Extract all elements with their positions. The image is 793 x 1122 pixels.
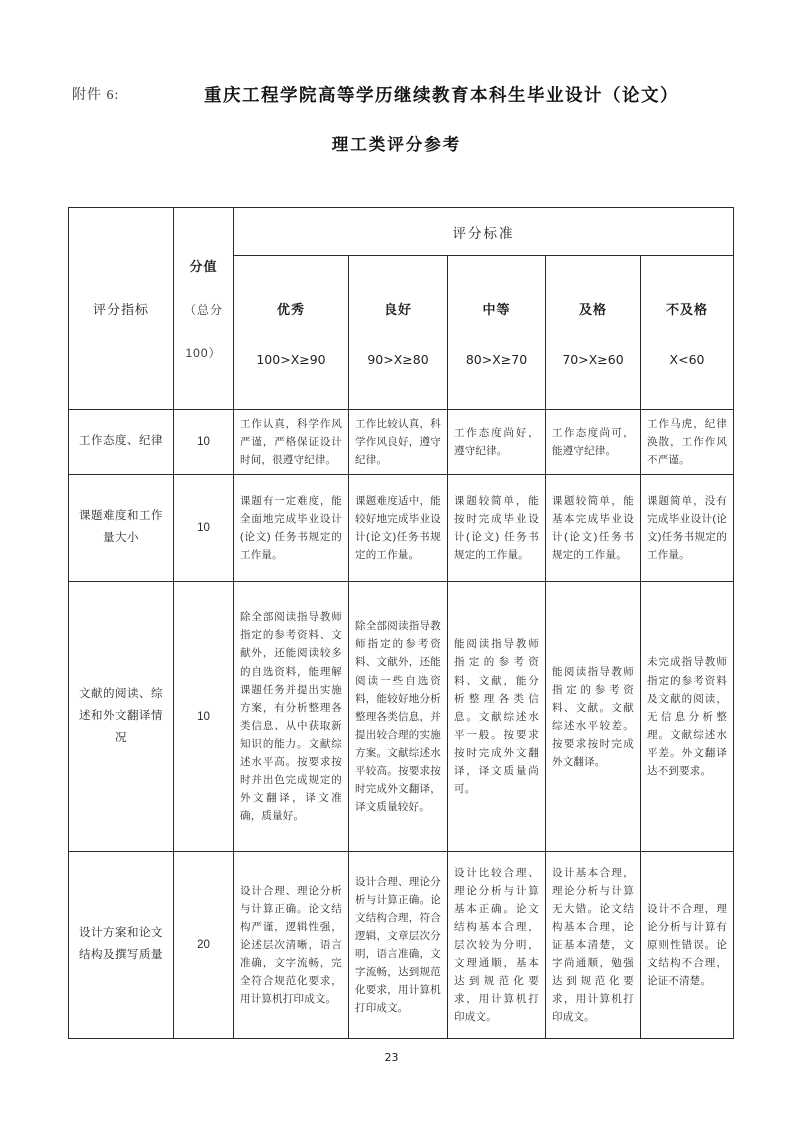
page-number: 23: [384, 1051, 399, 1065]
cell-fail: 设计不合理，理论分析与计算有原则性错误。论文结构不合理，论证不清楚。: [641, 852, 734, 1039]
cell-pass: 工作态度尚可，能遵守纪律。: [546, 410, 641, 475]
grade-range-fail: X<60: [669, 351, 705, 367]
indicator-cell: 设计方案和论文结构及撰写质量: [69, 852, 174, 1039]
header-cell-grade-good: [349, 256, 448, 410]
cell-pass: 课题较简单，能基本完成毕业设计(论文)任务书规定的工作量。: [546, 475, 641, 582]
indicator-cell: 课题难度和工作量大小: [69, 475, 174, 582]
table-row-design-writing: [69, 852, 734, 1039]
cell-fail: 未完成指导教师指定的参考资料及文献的阅读，无信息分析整理。文献综述水平差。外文翻译达不到要求。: [641, 582, 734, 852]
grade-label-medium: 中等: [482, 301, 511, 317]
cell-medium: 工作态度尚好，遵守纪律。: [448, 410, 546, 475]
grade-stack-excellent: [234, 299, 348, 367]
cell-good: 除全部阅读指导教师指定的参考资料、文献外，还能阅读一些自选资料，能较好地分析整理各类信息，并提出较合理的实施方案。文献综述水平较高。按要求按时完成外文翻译，译文质量较好。: [349, 582, 448, 852]
grade-range-good: 90>X≥80: [367, 351, 429, 367]
cell-good: 设计合理、理论分析与计算正确。论文结构合理，符合逻辑，文章层次分明，语言准确，文字流畅，达到规范化要求，用计算机打印成文。: [349, 852, 448, 1039]
cell-good: 课题难度适中，能较好地完成毕业设计(论文)任务书规定的工作量。: [349, 475, 448, 582]
grade-label-fail: 不及格: [666, 301, 709, 317]
score-cell: 20: [174, 852, 234, 1039]
indicator-cell: 工作态度、纪律: [69, 410, 174, 475]
score-cell: 10: [174, 582, 234, 852]
table-row-topic-difficulty: [69, 475, 734, 582]
grade-label-pass: 及格: [578, 301, 607, 317]
score-cell: 10: [174, 410, 234, 475]
grade-stack-pass: [546, 299, 640, 367]
grade-stack-fail: [641, 299, 733, 367]
cell-medium: 课题较简单，能按时完成毕业设计(论文) 任务书规定的工作量。: [448, 475, 546, 582]
grade-stack-good: [349, 299, 447, 367]
cell-medium: 设计比较合理、理论分析与计算基本正确。论文结构基本合理，层次较为分明，文理通顺，基本达到规范化要求，用计算机打印成文。: [448, 852, 546, 1039]
cell-good: 工作比较认真，科学作风良好，遵守纪律。: [349, 410, 448, 475]
cell-fail: 工作马虎，纪律涣散，工作作风不严谨。: [641, 410, 734, 475]
grade-stack-medium: [448, 299, 545, 367]
score-header-sub2: 100）: [185, 346, 222, 360]
document-title-line2: 理工类评分参考: [331, 136, 462, 154]
cell-medium: 能阅读指导教师指定的参考资料、文献，能分析整理各类信息。文献综述水平一般。按要求按时完成外文翻译，译文质量尚可。: [448, 582, 546, 852]
score-header-label: 分值: [189, 259, 218, 274]
table-row-work-attitude: [69, 410, 734, 475]
score-header-sub1: （总分: [183, 303, 223, 317]
document-header: [0, 0, 793, 155]
cell-excellent: 除全部阅读指导教师指定的参考资料、文献外，还能阅读较多的自选资料，能理解课题任务并提出实施方案，有分析整理各类信息、从中获取新知识的能力。文献综述水平高。按要求按时并出色完成规定的外文翻译，译文准确，质量好。: [234, 582, 349, 852]
cell-fail: 课题简单，没有完成毕业设计(论文)任务书规定的工作量。: [641, 475, 734, 582]
document-title-line1: 重庆工程学院高等学历继续教育本科生毕业设计（论文）: [204, 85, 679, 105]
cell-pass: 能阅读指导教师指定的参考资料、文献。文献综述水平较差。按要求按时完成外文翻译。: [546, 582, 641, 852]
grade-range-pass: 70>X≥60: [562, 351, 624, 367]
grade-label-good: 良好: [383, 301, 412, 317]
cell-excellent: 设计合理、理论分析与计算正确。论文结构严谨，逻辑性强，论述层次清晰，语言准确，文字流畅，完全符合规范化要求，用计算机打印成文。: [234, 852, 349, 1039]
header-cell-grade-excellent: [234, 256, 349, 410]
cell-excellent: 工作认真，科学作风严谨，严格保证设计时间，很遵守纪律。: [234, 410, 349, 475]
cell-excellent: 课题有一定难度，能全面地完成毕业设计(论文) 任务书规定的工作量。: [234, 475, 349, 582]
scoring-rubric-table: [68, 207, 734, 1039]
grade-range-excellent: 100>X≥90: [256, 351, 326, 367]
table-row-literature-review: [69, 582, 734, 852]
score-cell: 10: [174, 475, 234, 582]
header-row-standard: [69, 208, 734, 256]
header-cell-grade-pass: [546, 256, 641, 410]
cell-pass: 设计基本合理，理论分析与计算无大错。论文结构基本合理，论证基本清楚，文字尚通顺，勉强达到规范化要求，用计算机打印成文。: [546, 852, 641, 1039]
grade-range-medium: 80>X≥70: [465, 351, 528, 367]
header-cell-standard-title: 评分标准: [234, 208, 734, 256]
header-cell-indicator: 评分指标: [69, 208, 174, 410]
header-cell-score: [174, 208, 234, 410]
header-cell-grade-fail: [641, 256, 734, 410]
grade-label-excellent: 优秀: [276, 301, 305, 317]
attachment-label: 附件 6:: [72, 88, 120, 103]
indicator-cell: 文献的阅读、综述和外文翻译情况: [69, 582, 174, 852]
score-header-stack: [174, 256, 233, 361]
header-cell-grade-medium: [448, 256, 546, 410]
